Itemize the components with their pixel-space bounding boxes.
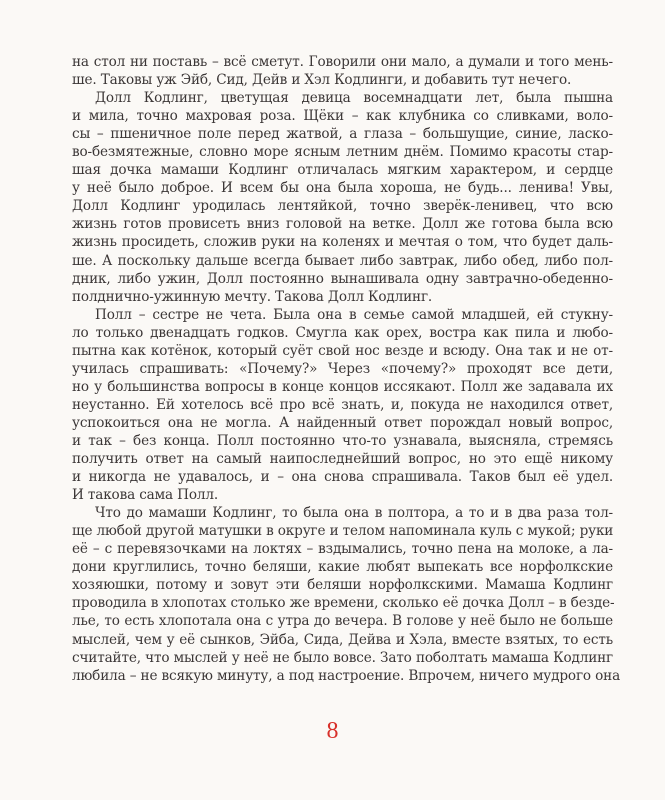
- text-line: хозяюшки, потому и зовут эти беляши норфолкскими. Мамаша Кодлинг: [72, 577, 613, 594]
- text-line: Долл Кодлинг, цветущая девица восемнадцати лет, была пышна: [95, 90, 613, 107]
- text-line: училась спрашивать: «Почему?» Через «почему?» проходят все дети,: [72, 360, 613, 377]
- text-line: лье, то есть хлопотала она с утра до вечера. В голове у неё было не больше: [72, 613, 613, 630]
- paragraph: [72, 53, 613, 89]
- text-line: сы – пшеничное поле перед жатвой, а глаза – большущие, синие, ласко-: [72, 126, 613, 143]
- paragraph: [72, 89, 613, 306]
- text-line: считайте, что мыслей у неё не было вовсе. Зато поболтать мамаша Кодлинг: [72, 649, 613, 666]
- text-line: И такова сама Полл.: [72, 487, 219, 504]
- text-line: но у большинства вопросы в конце концов иссякают. Полл же задавала их: [72, 378, 613, 395]
- text-line: и так – без конца. Полл постоянно что-то узнавала, выясняла, стремясь: [72, 432, 613, 449]
- paragraph: [72, 306, 613, 505]
- text-line: и никогда не удавалось, и – она снова спрашивала. Таков был её удел.: [72, 469, 613, 486]
- text-line: на стол ни поставь – всё сметут. Говорили они мало, а думали и того мень-: [72, 54, 613, 70]
- text-line: ше. Таковы уж Эйб, Сид, Дейв и Хэл Кодлинги, и добавить тут нечего.: [72, 72, 572, 89]
- text-line: жизнь просидеть, сложив руки на коленях и мечтая о том, что будет даль-: [72, 234, 613, 251]
- text-line: получить ответ на самый наипоследнейший вопрос, но это ещё никому: [72, 451, 613, 468]
- text-line: дони круглились, точно беляши, какие любят выпекать все норфолкские: [72, 559, 613, 576]
- text-line: мыслей, чем у её сынков, Эйба, Сида, Дейва и Хэла, вместе взятых, то есть: [72, 631, 613, 648]
- text-line: шая дочка мамаши Кодлинг отличалась мягким характером, и сердце: [72, 162, 613, 179]
- text-line: любила – не всякую минуту, а под настроение. Впрочем, ничего мудрого она: [72, 667, 621, 684]
- text-line: жизнь готов провисеть вниз головой на ветке. Долл же готова была всю: [72, 216, 613, 233]
- text-line: Что до мамаши Кодлинг, то была она в полтора, а то и в два раза тол-: [95, 505, 613, 522]
- text-line: Долл Кодлинг уродилась лентяйкой, точно зверёк-ленивец, что всю: [72, 198, 613, 215]
- text-line: дник, либо ужин, Долл постоянно вынашивала одну завтрачно-обеденно-: [72, 270, 613, 287]
- text-line: её – с перевязочками на локтях – вздымались, точно пена на молоке, а ла-: [72, 541, 613, 558]
- text-line: у неё было доброе. И всем бы она была хороша, не будь... ленива! Увы,: [72, 180, 613, 197]
- text-line: пытна как котёнок, который суёт свой нос везде и всюду. Она так и не от-: [72, 342, 613, 359]
- text-line: Полл – сестре не чета. Была она в семье самой младшей, ей стукну-: [95, 306, 613, 323]
- text-line: ще любой другой матушки в округе и телом напоминала куль с мукой; руки: [72, 523, 614, 540]
- page-number: 8: [326, 718, 339, 744]
- text-line: полднично-ужинную мечту. Такова Долл Кодлинг.: [72, 288, 433, 305]
- text-line: и мила, точно махровая роза. Щёки – как клубника со сливками, воло-: [72, 108, 613, 125]
- text-line: проводила в хлопотах столько же времени, сколько её дочка Долл – в безде-: [72, 595, 615, 612]
- text-line: успокоиться она не могла. А найденный ответ порождал новый вопрос,: [72, 414, 613, 431]
- book-text: [72, 53, 621, 685]
- text-line: неустанно. Ей хотелось всё про всё знать, и, покуда не находился ответ,: [72, 396, 613, 413]
- text-line: ло только двенадцать годков. Смугла как орех, востра как пила и любо-: [72, 324, 613, 341]
- paragraph: [72, 504, 621, 684]
- text-line: во-безмятежные, словно море ясным летним днём. Помимо красоты стар-: [72, 144, 613, 161]
- text-line: ше. А поскольку дальше всегда бывает либо завтрак, либо обед, либо пол-: [72, 252, 613, 269]
